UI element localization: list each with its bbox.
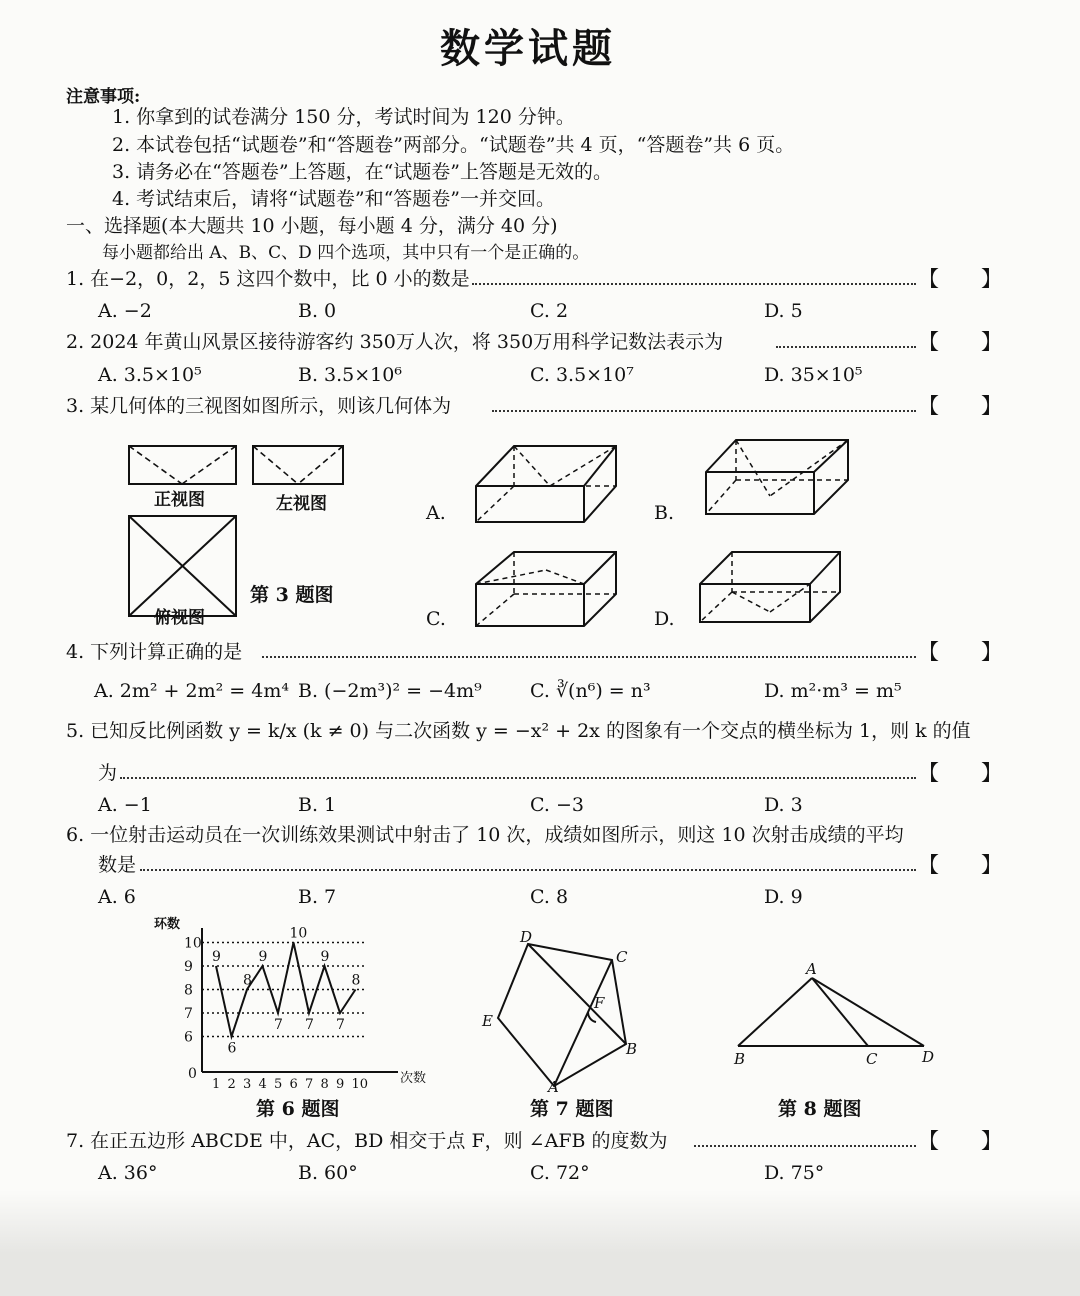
q5-option-a: A. −1 <box>98 794 152 816</box>
x-axis-label: 次数 <box>400 1071 427 1086</box>
x-tick-label: 10 <box>351 1077 369 1092</box>
data-label: 10 <box>289 925 308 942</box>
notice-item-1: 1. 你拿到的试卷满分 150 分，考试时间为 120 分钟。 <box>112 106 575 128</box>
question-6-stem: 6. 一位射击运动员在一次训练效果测试中射击了 10 次，成绩如图所示，则这 10 次射击成绩的平均 <box>66 824 904 846</box>
q1-option-d: D. 5 <box>764 300 803 322</box>
x-tick-label: 5 <box>274 1077 283 1092</box>
q1-option-a: A. −2 <box>98 300 152 322</box>
question-1-stem: 1. 在−2，0，2，5 这四个数中，比 0 小的数是 <box>66 268 470 290</box>
figure-6-caption: 第 6 题图 <box>256 1098 340 1120</box>
q6-option-d: D. 9 <box>764 886 803 908</box>
section-heading: 一、选择题(本大题共 10 小题，每小题 4 分，满分 40 分) <box>66 215 558 237</box>
x-tick-label: 6 <box>289 1077 298 1092</box>
page-bottom-shadow <box>0 1190 1080 1296</box>
answer-bracket: 【 】 <box>918 853 1002 877</box>
x-tick-label: 7 <box>305 1077 314 1092</box>
q2-option-b: B. 3.5×10⁶ <box>298 364 402 386</box>
left-view-label: 左视图 <box>276 494 327 514</box>
q2-option-d: D. 35×10⁵ <box>764 364 863 386</box>
x-tick-label: 2 <box>227 1077 236 1092</box>
solid-b <box>706 440 848 514</box>
q7-option-b: B. 60° <box>298 1162 358 1184</box>
section-instruction: 每小题都给出 A、B、C、D 四个选项，其中只有一个是正确的。 <box>102 243 590 263</box>
q6-option-b: B. 7 <box>298 886 337 908</box>
question-6-stem-cont: 数是 <box>98 854 137 876</box>
data-label: 9 <box>258 949 268 965</box>
data-label: 7 <box>305 1017 314 1033</box>
data-label: 7 <box>336 1017 345 1033</box>
question-5-stem: 5. 已知反比例函数 y = k/x (k ≠ 0) 与二次函数 y = −x² + 2x 的图象有一个交点的横坐标为 1，则 k 的值 <box>66 720 971 742</box>
question-2-stem: 2. 2024 年黄山风景区接待游客约 350万人次，将 350万用科学记数法表示为 <box>66 331 724 353</box>
label-c: C <box>616 948 628 966</box>
x-tick-label: 1 <box>212 1077 221 1092</box>
question-5-stem-cont: 为 <box>98 762 118 784</box>
q5-option-d: D. 3 <box>764 794 803 816</box>
figure-8-caption: 第 8 题图 <box>778 1098 862 1120</box>
q5-option-c: C. −3 <box>530 794 584 816</box>
question-3-stem: 3. 某几何体的三视图如图所示，则该几何体为 <box>66 395 452 417</box>
q1-option-b: B. 0 <box>298 300 337 322</box>
q2-option-c: C. 3.5×10⁷ <box>530 364 634 386</box>
q7-option-c: C. 72° <box>530 1162 590 1184</box>
answer-dots <box>472 283 916 285</box>
y-tick-label: 10 <box>184 935 202 952</box>
q4-option-a: A. 2m² + 2m² = 4m⁴ <box>94 680 289 702</box>
label-b: B <box>626 1040 638 1058</box>
answer-dots <box>140 869 916 871</box>
data-label: 9 <box>212 949 221 965</box>
pentagon-abcde <box>498 944 626 1086</box>
label-c: C <box>866 1050 878 1068</box>
front-view <box>129 446 236 484</box>
q3-option-b: B. <box>654 502 675 524</box>
answer-dots <box>120 777 916 779</box>
data-label: 8 <box>243 972 252 989</box>
q7-option-d: D. 75° <box>764 1162 825 1184</box>
fig8-triangle <box>728 958 948 1078</box>
q3-option-a: A. <box>426 502 446 524</box>
x-tick-label: 4 <box>258 1077 267 1092</box>
label-a: A <box>806 960 817 978</box>
data-label: 9 <box>320 949 330 965</box>
q7-option-a: A. 36° <box>98 1162 158 1184</box>
answer-dots <box>776 346 916 348</box>
y-tick-label: 8 <box>184 982 193 999</box>
q4-option-d: D. m²·m³ = m⁵ <box>764 680 902 702</box>
answer-bracket: 【 】 <box>918 640 1002 664</box>
data-label: 7 <box>274 1017 283 1033</box>
q3-option-d: D. <box>654 608 675 630</box>
notice-item-3: 3. 请务必在“答题卷”上答题，在“试题卷”上答题是无效的。 <box>112 161 613 183</box>
label-a: A <box>548 1078 559 1096</box>
notice-item-2: 2. 本试卷包括“试题卷”和“答题卷”两部分。“试题卷”共 4 页，“答题卷”共 6 页。 <box>112 134 795 156</box>
answer-bracket: 【 】 <box>918 267 1002 291</box>
x-tick-label: 9 <box>336 1077 345 1092</box>
y-tick-label: 7 <box>184 1006 193 1022</box>
top-view-label: 俯视图 <box>154 608 205 628</box>
answer-bracket: 【 】 <box>918 394 1002 418</box>
x-tick-label: 8 <box>320 1077 329 1092</box>
figure-3-caption: 第 3 题图 <box>250 584 334 606</box>
answer-dots <box>694 1145 916 1147</box>
solid-c <box>476 552 616 626</box>
q3-option-c: C. <box>426 608 446 630</box>
y-axis-label: 环数 <box>154 917 181 932</box>
fig7-pentagon <box>476 926 646 1096</box>
answer-dots <box>262 656 916 658</box>
label-f: F <box>594 994 605 1012</box>
fig6-line-chart <box>150 912 427 1092</box>
q4-option-b: B. (−2m³)² = −4m⁹ <box>298 680 482 702</box>
label-e: E <box>482 1012 493 1030</box>
label-b: B <box>734 1050 746 1068</box>
q4-option-c: C. ∛(n⁶) = n³ <box>530 680 651 702</box>
front-view-label: 正视图 <box>154 490 205 510</box>
y-tick-label: 9 <box>184 959 193 975</box>
label-d: D <box>520 928 533 946</box>
q6-option-a: A. 6 <box>98 886 136 908</box>
q3-solids-figure <box>470 436 870 636</box>
answer-bracket: 【 】 <box>918 330 1002 354</box>
q5-option-b: B. 1 <box>298 794 337 816</box>
page-title: 数学试题 <box>440 25 616 72</box>
y-tick-label: 6 <box>184 1029 193 1046</box>
answer-bracket: 【 】 <box>918 1129 1002 1153</box>
q1-option-c: C. 2 <box>530 300 569 322</box>
notice-item-4: 4. 考试结束后，请将“试题卷”和“答题卷”一并交回。 <box>112 188 556 210</box>
notice-heading: 注意事项: <box>66 87 141 107</box>
question-4-stem: 4. 下列计算正确的是 <box>66 641 243 663</box>
data-label: 6 <box>227 1040 237 1057</box>
left-view <box>253 446 343 484</box>
q2-option-a: A. 3.5×10⁵ <box>98 364 202 386</box>
q6-option-c: C. 8 <box>530 886 569 908</box>
data-label: 8 <box>351 972 361 989</box>
answer-bracket: 【 】 <box>918 761 1002 785</box>
origin-label: 0 <box>188 1066 197 1082</box>
x-tick-label: 3 <box>243 1077 252 1092</box>
answer-dots <box>492 410 916 412</box>
label-d: D <box>922 1048 935 1066</box>
figure-7-caption: 第 7 题图 <box>530 1098 614 1120</box>
solid-a <box>476 446 616 522</box>
score-series-line <box>216 943 356 1037</box>
question-7-stem: 7. 在正五边形 ABCDE 中，AC，BD 相交于点 F，则 ∠AFB 的度数为 <box>66 1130 668 1152</box>
